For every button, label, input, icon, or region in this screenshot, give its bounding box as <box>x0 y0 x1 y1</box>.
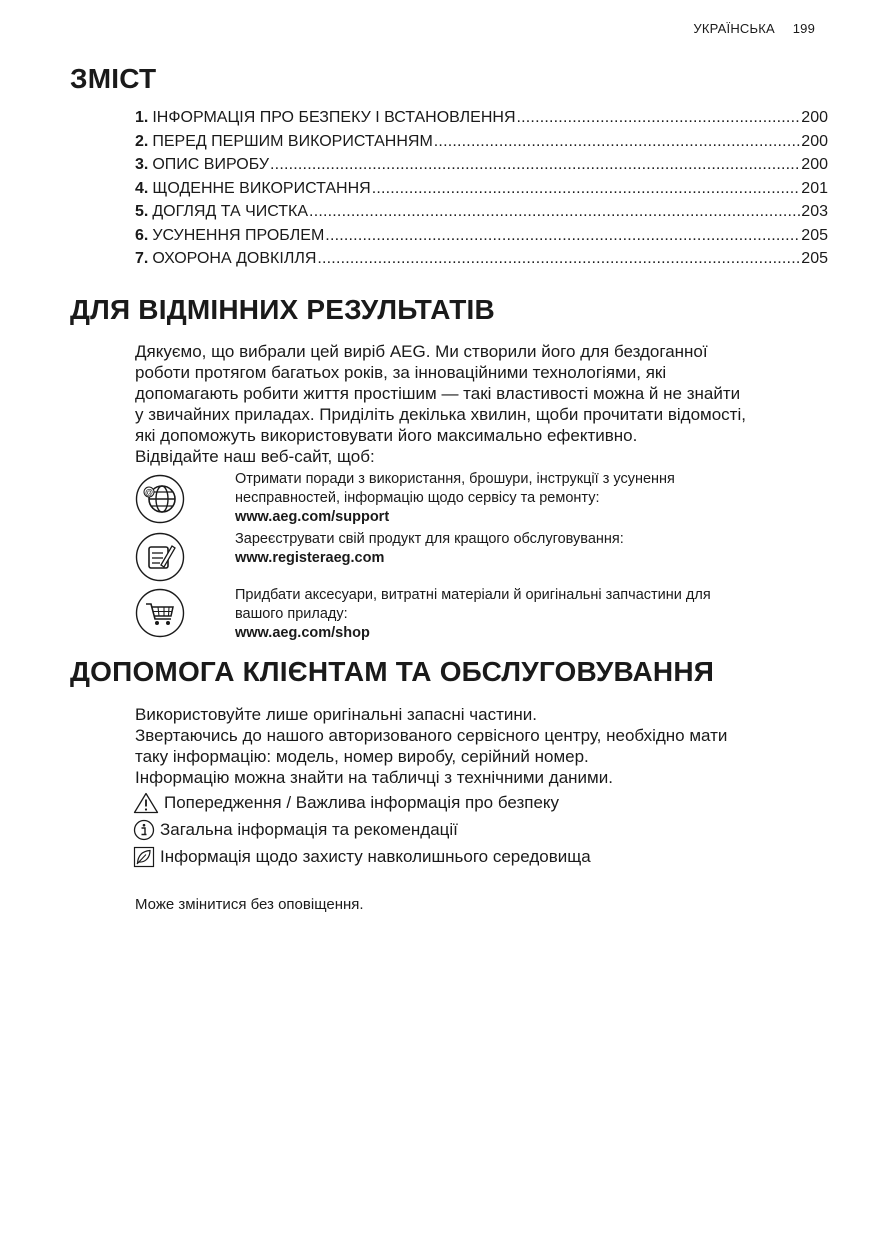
toc-item[interactable]: 6. УСУНЕННЯ ПРОБЛЕМ ..... 205 <box>135 227 828 251</box>
register-form-icon <box>135 532 185 582</box>
environment-leaf-icon <box>133 846 155 868</box>
legend-info-text: Загальна інформація та рекомендації <box>160 820 458 839</box>
toc-item-label: ОХОРОНА ДОВКІЛЛЯ <box>152 250 317 267</box>
page-number: 199 <box>792 21 815 36</box>
toc-item-page: 200 <box>801 156 828 173</box>
support-intro: Використовуйте лише оригінальні запасні частини. Звертаючись до нашого авторизованого сервісного центру, необхідно мати таку інформацію: модель, номер виробу, серійний номер. Інформацію можна знайти на табличці з технічними даними. <box>135 705 728 787</box>
shop-url-link[interactable]: www.aeg.com/shop <box>235 625 370 641</box>
toc-item-page: 205 <box>801 250 828 267</box>
toc-item-label: ПЕРЕД ПЕРШИМ ВИКОРИСТАННЯМ <box>152 132 433 150</box>
toc-item-page: 201 <box>801 179 828 197</box>
toc-item-label: ДОГЛЯД ТА ЧИСТКА <box>152 203 309 220</box>
shop-link-text: Придбати аксесуари, витратні матеріали й оригінальні запчастини для вашого приладу: www.aeg.com/shop <box>235 586 805 643</box>
svg-text:@: @ <box>145 488 153 497</box>
toc-item[interactable]: 5. ДОГЛЯД ТА ЧИСТКА ..... 203 <box>135 203 828 227</box>
legend-warning-text: Попередження / Важлива інформація про безпеку <box>164 793 560 812</box>
toc-item[interactable]: 2. ПЕРЕД ПЕРШИМ ВИКОРИСТАННЯМ ..... 200 <box>135 133 828 157</box>
results-intro: Дякуємо, що вибрали цей виріб AEG. Ми створили його для бездоганної роботи протягом багатьох років, за інноваційними технологіями, які допомагають робити життя простішим — такі властивості можна й не знайти у звичайних приладах. Приділіть декілька хвилин, щоби прочитати відомості, які допоможуть використовувати його максимально ефективно. Відвідайте наш веб-сайт, щоб: <box>135 342 746 466</box>
toc-item-label: УСУНЕННЯ ПРОБЛЕМ <box>152 226 325 244</box>
language-label: УКРАЇНСЬКА <box>693 21 775 36</box>
toc-title: ЗМІСТ <box>70 63 157 94</box>
toc-item-label: ОПИС ВИРОБУ <box>152 156 270 173</box>
warning-triangle-icon <box>133 792 159 814</box>
toc-item-page: 200 <box>801 109 828 126</box>
support-url-link[interactable]: www.aeg.com/support <box>235 509 390 525</box>
toc-item-label: ЩОДЕННЕ ВИКОРИСТАННЯ <box>152 179 371 197</box>
support-title: ДОПОМОГА КЛІЄНТАМ ТА ОБСЛУГОВУВАННЯ <box>70 656 715 687</box>
running-header <box>693 21 815 36</box>
toc-item-page: 205 <box>801 226 828 244</box>
shopping-cart-icon <box>135 588 185 638</box>
info-circle-icon <box>133 819 155 841</box>
legend-info <box>133 818 458 842</box>
legend-environment-text: Інформація щодо захисту навколишнього середовища <box>160 847 591 866</box>
toc-item-label: ІНФОРМАЦІЯ ПРО БЕЗПЕКУ І ВСТАНОВЛЕННЯ <box>152 109 516 126</box>
web-globe-icon <box>135 474 185 524</box>
toc-item-page: 200 <box>801 132 828 150</box>
change-notice: Може змінитися без оповіщення. <box>135 896 364 913</box>
support-link-text: Отримати поради з використання, брошури, інструкції з усунення несправностей, інформацію щодо сервісу та ремонту: www.aeg.com/support <box>235 470 805 527</box>
toc-item[interactable]: 3. ОПИС ВИРОБУ ..... 200 <box>135 156 828 180</box>
legend-environment <box>133 845 591 869</box>
toc-item[interactable]: 4. ЩОДЕННЕ ВИКОРИСТАННЯ ..... 201 <box>135 180 828 204</box>
legend-warning <box>133 791 559 815</box>
toc-item-page: 203 <box>801 203 828 220</box>
register-link-text: Зареєструвати свій продукт для кращого обслуговування: www.registeraeg.com <box>235 530 805 568</box>
register-url-link[interactable]: www.registeraeg.com <box>235 550 385 566</box>
toc-item[interactable]: 1. ІНФОРМАЦІЯ ПРО БЕЗПЕКУ І ВСТАНОВЛЕННЯ ..... 200 <box>135 109 828 133</box>
toc-item[interactable]: 7. ОХОРОНА ДОВКІЛЛЯ ..... 205 <box>135 250 828 274</box>
results-title: ДЛЯ ВІДМІННИХ РЕЗУЛЬТАТІВ <box>70 294 495 325</box>
table-of-contents <box>135 109 828 274</box>
